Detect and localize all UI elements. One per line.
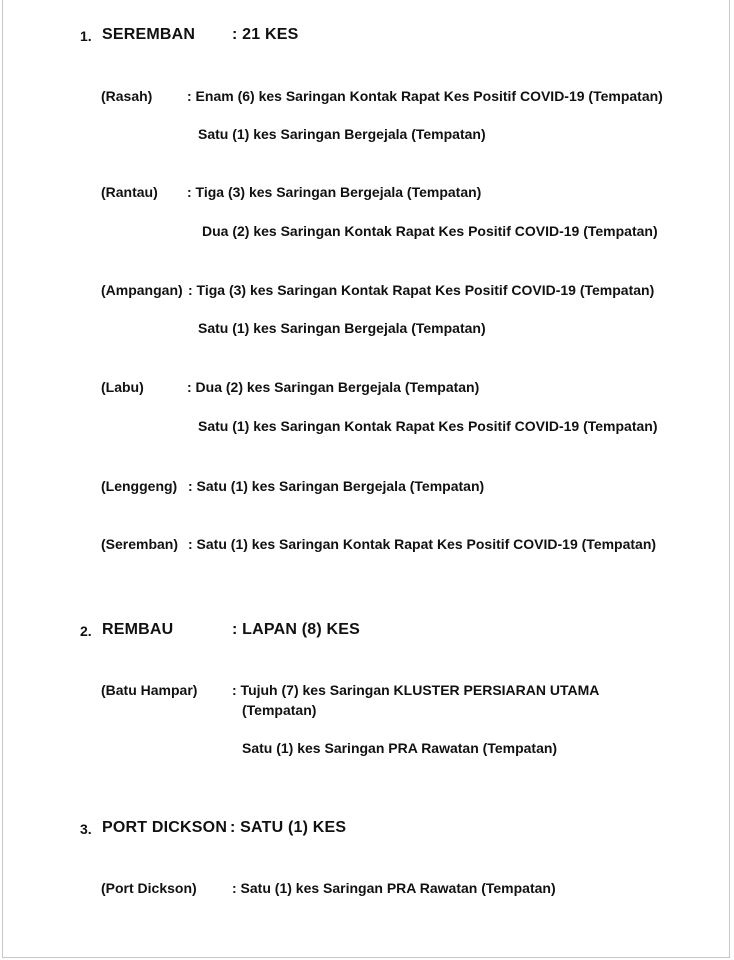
area-case-line: : Dua (2) kes Saringan Bergejala (Tempatan) — [187, 379, 480, 395]
area-case-line: : Enam (6) kes Saringan Kontak Rapat Kes Positif COVID-19 (Tempatan) — [187, 88, 663, 104]
area-name: (Ampangan) — [101, 282, 183, 298]
district-total: : SATU (1) KES — [230, 819, 347, 836]
section-number: 2. — [80, 623, 92, 639]
area-case-line: : Tiga (3) kes Saringan Bergejala (Tempatan) — [187, 184, 482, 200]
area-name: (Batu Hampar) — [101, 682, 198, 698]
area-case-line: : Satu (1) kes Saringan PRA Rawatan (Tempatan) — [232, 880, 556, 896]
district-name: PORT DICKSON — [102, 819, 228, 836]
area-case-line: Dua (2) kes Saringan Kontak Rapat Kes Positif COVID-19 (Tempatan) — [202, 223, 658, 239]
area-case-line: Satu (1) kes Saringan Kontak Rapat Kes Positif COVID-19 (Tempatan) — [198, 418, 658, 434]
area-name: (Rantau) — [101, 184, 158, 200]
district-name: REMBAU — [102, 621, 174, 638]
district-name: SEREMBAN — [102, 26, 196, 43]
area-case-line: : Satu (1) kes Saringan Kontak Rapat Kes Positif COVID-19 (Tempatan) — [188, 536, 657, 552]
area-case-line: (Tempatan) — [242, 702, 317, 718]
area-case-line: : Tujuh (7) kes Saringan KLUSTER PERSIARAN UTAMA — [232, 682, 600, 698]
area-case-line: Satu (1) kes Saringan Bergejala (Tempatan) — [198, 320, 486, 336]
district-total: : 21 KES — [232, 26, 299, 43]
area-case-line: Satu (1) kes Saringan PRA Rawatan (Tempatan) — [242, 740, 558, 756]
section-number: 3. — [80, 821, 92, 837]
area-case-line: : Satu (1) kes Saringan Bergejala (Tempatan) — [188, 478, 485, 494]
area-name: (Seremban) — [101, 536, 179, 552]
district-total: : LAPAN (8) KES — [232, 621, 361, 638]
area-name: (Port Dickson) — [101, 880, 197, 896]
area-name: (Rasah) — [101, 88, 153, 104]
area-case-line: : Tiga (3) kes Saringan Kontak Rapat Kes Positif COVID-19 (Tempatan) — [188, 282, 655, 298]
area-case-line: Satu (1) kes Saringan Bergejala (Tempatan) — [198, 126, 486, 142]
area-name: (Lenggeng) — [101, 478, 178, 494]
section-number: 1. — [80, 28, 92, 44]
area-name: (Labu) — [101, 379, 144, 395]
